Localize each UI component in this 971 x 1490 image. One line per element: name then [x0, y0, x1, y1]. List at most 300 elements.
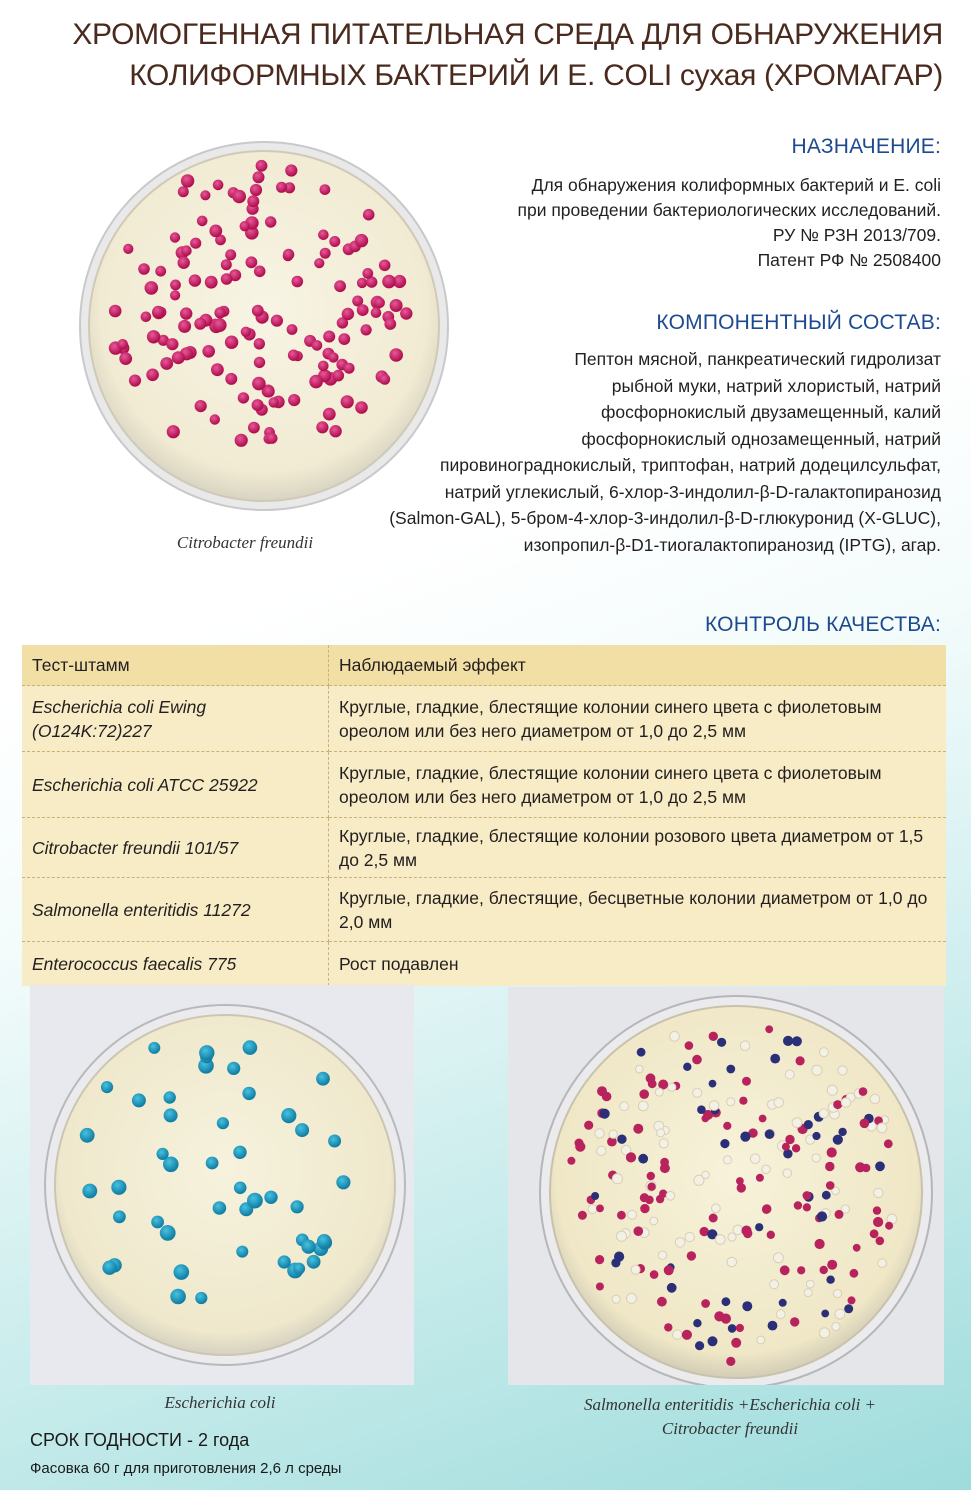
- colony: [301, 1240, 315, 1254]
- colony: [197, 216, 208, 227]
- colony: [675, 1238, 685, 1248]
- colony: [835, 1210, 844, 1219]
- composition-line: фосфорнокислый однозамещенный, натрий: [581, 428, 941, 449]
- colony: [276, 182, 287, 193]
- colony: [600, 1109, 610, 1119]
- colony: [338, 333, 350, 345]
- colony: [307, 1255, 321, 1269]
- colony: [240, 221, 250, 231]
- colony: [341, 395, 354, 408]
- colony: [199, 1045, 214, 1060]
- colony: [723, 1156, 731, 1164]
- colony: [314, 258, 324, 268]
- colony: [379, 260, 391, 272]
- colony: [232, 190, 246, 204]
- composition-text: [389, 346, 941, 558]
- colony: [363, 209, 375, 221]
- colony: [687, 1251, 696, 1260]
- colony: [180, 307, 192, 319]
- colony: [812, 1065, 822, 1075]
- colony: [233, 1146, 246, 1159]
- colony: [773, 1253, 783, 1263]
- colony: [213, 1201, 227, 1215]
- colony: [850, 1269, 859, 1278]
- purpose-line: РУ № РЗН 2013/709.: [772, 225, 941, 245]
- colony: [740, 1132, 750, 1142]
- purpose-heading: НАЗНАЧЕНИЕ:: [791, 135, 941, 158]
- colony: [236, 1246, 248, 1258]
- colony: [271, 315, 283, 327]
- colony: [316, 421, 328, 433]
- colony: [870, 1229, 879, 1238]
- composition-line: Пептон мясной, панкреатический гидролизат: [574, 349, 941, 369]
- colony: [263, 386, 275, 398]
- colony: [683, 1063, 691, 1071]
- colony: [776, 1310, 785, 1319]
- composition-heading: КОМПОНЕНТНЫЙ СОСТАВ:: [656, 311, 941, 334]
- colony: [288, 394, 300, 406]
- colony: [838, 1066, 847, 1075]
- colony: [117, 339, 128, 350]
- colony: [129, 375, 141, 387]
- colony: [767, 1231, 775, 1239]
- colony: [266, 433, 277, 444]
- colony: [815, 1239, 825, 1249]
- colony: [200, 190, 210, 200]
- purpose-text: [517, 173, 941, 273]
- colony: [113, 1210, 126, 1223]
- colony: [371, 307, 382, 318]
- colony: [709, 1101, 719, 1111]
- colony: [160, 357, 173, 370]
- colony: [170, 280, 181, 291]
- colony: [252, 399, 264, 411]
- colony: [247, 195, 259, 207]
- colony: [384, 318, 396, 330]
- colony: [278, 1255, 291, 1268]
- colony: [638, 1101, 648, 1111]
- colony: [221, 273, 233, 285]
- colony: [101, 1081, 113, 1093]
- colony: [848, 1296, 856, 1304]
- colony: [616, 1231, 626, 1241]
- colony: [779, 1299, 787, 1307]
- colony: [225, 336, 238, 349]
- colony: [247, 1193, 263, 1209]
- colony: [612, 1295, 620, 1303]
- colony: [785, 1070, 794, 1079]
- composition-line: фосфорнокислый двузамещенный, калий: [600, 402, 941, 422]
- colony: [225, 249, 236, 260]
- colony: [780, 1265, 790, 1275]
- quality-heading: КОНТРОЛЬ КАЧЕСТВА:: [704, 613, 941, 636]
- column-header-strain: Тест-штамм: [22, 645, 329, 686]
- colony: [844, 1304, 853, 1313]
- colony: [291, 1200, 304, 1213]
- colony: [170, 232, 180, 242]
- colony: [617, 1211, 626, 1220]
- colony: [221, 259, 232, 270]
- colony: [668, 1083, 676, 1091]
- colony: [210, 414, 220, 424]
- colony: [292, 276, 304, 288]
- colony: [225, 373, 237, 385]
- colony: [650, 1217, 658, 1225]
- colony: [238, 392, 249, 403]
- colony: [235, 434, 248, 447]
- colony: [803, 1203, 811, 1211]
- colony: [637, 1048, 646, 1057]
- colony: [873, 1206, 881, 1214]
- caption-left-plate: Escherichia coli: [164, 1393, 276, 1412]
- colony: [819, 1048, 828, 1057]
- effect-cell: Круглые, гладкие, блестящие колонии розового цвета диаметром от 1,5 до 2,5 мм: [329, 818, 947, 878]
- colony: [400, 307, 412, 319]
- colony: [357, 278, 367, 288]
- colony: [731, 1338, 741, 1348]
- colony: [584, 1121, 593, 1130]
- colony: [181, 245, 192, 256]
- colony: [374, 297, 385, 308]
- colony: [878, 1259, 887, 1268]
- colony: [390, 299, 403, 312]
- colony: [250, 184, 262, 196]
- colony: [755, 1223, 763, 1231]
- colony: [640, 1204, 649, 1213]
- colony: [194, 318, 206, 330]
- colony: [167, 425, 180, 438]
- colony: [639, 1089, 649, 1099]
- colony: [631, 1265, 640, 1274]
- colony: [596, 1205, 604, 1213]
- colony: [243, 1040, 258, 1055]
- effect-cell: Круглые, гладкие, блестящие колонии синего цвета с фиолетовым ореолом или без него диаметром от 1,0 до 2,5 мм: [329, 752, 947, 818]
- colony: [329, 425, 341, 437]
- colony: [141, 312, 152, 323]
- colony: [382, 275, 396, 289]
- colony: [841, 1098, 850, 1107]
- table-row: [22, 752, 946, 818]
- colony: [152, 306, 164, 318]
- caption-right-plate: [520, 1393, 940, 1441]
- colony: [817, 1211, 827, 1221]
- colony: [682, 1330, 692, 1340]
- colony: [157, 1148, 169, 1160]
- colony: [838, 1128, 846, 1136]
- colony: [323, 331, 335, 343]
- colony: [797, 1266, 805, 1274]
- colony: [146, 369, 159, 382]
- colony: [717, 1038, 726, 1047]
- colony: [770, 1280, 779, 1289]
- colony: [620, 1102, 629, 1111]
- colony: [597, 1146, 606, 1155]
- colony: [726, 1065, 735, 1074]
- colony: [328, 1135, 341, 1148]
- colony: [819, 1109, 828, 1118]
- colony: [254, 357, 265, 368]
- colony: [728, 1324, 737, 1333]
- colony: [355, 234, 368, 247]
- strain-cell: Enterococcus faecalis 775: [22, 942, 329, 986]
- composition-line: пировинограднокислый, триптофан, натрий додецилсульфат,: [440, 455, 941, 475]
- colony: [288, 350, 299, 361]
- colony: [739, 1097, 747, 1105]
- purpose-line: при проведении бактериологических исследований.: [517, 200, 941, 220]
- colony: [227, 1062, 240, 1075]
- colony: [664, 1265, 674, 1275]
- colony: [667, 1283, 677, 1293]
- colony: [870, 1094, 879, 1103]
- colony: [119, 352, 132, 365]
- colony: [695, 1341, 704, 1350]
- colony: [357, 304, 369, 316]
- colony: [309, 375, 323, 389]
- colony: [123, 244, 133, 254]
- colony: [874, 1188, 883, 1197]
- colony: [783, 1036, 793, 1046]
- caption-right-line-1: Salmonella enteritidis +Escherichia coli +: [583, 1395, 877, 1414]
- strain-cell: Salmonella enteritidis 11272: [22, 878, 329, 942]
- purpose-line: Патент РФ № 2508400: [757, 250, 941, 270]
- colony: [164, 1091, 176, 1103]
- colony: [859, 1087, 868, 1096]
- colony: [355, 401, 368, 414]
- colony: [269, 397, 279, 407]
- colony: [595, 1255, 604, 1264]
- colony: [750, 1154, 760, 1164]
- colony: [659, 1139, 668, 1148]
- colony: [833, 1100, 842, 1109]
- colony: [709, 1080, 717, 1088]
- colony: [715, 1235, 725, 1245]
- colony: [82, 1184, 97, 1199]
- colony: [318, 230, 329, 241]
- colony: [822, 1191, 831, 1200]
- colony: [884, 1139, 893, 1148]
- colony: [701, 1299, 710, 1308]
- colony: [264, 1191, 277, 1204]
- colony: [783, 1149, 792, 1158]
- colony: [248, 422, 260, 434]
- colony: [205, 276, 218, 289]
- colony: [742, 1077, 751, 1086]
- colony: [209, 225, 222, 238]
- page-title: [0, 14, 943, 96]
- colony: [656, 1195, 664, 1203]
- colony: [774, 1098, 784, 1108]
- colony: [726, 1357, 735, 1366]
- colony: [626, 1152, 636, 1162]
- table-row: [22, 942, 946, 986]
- colony: [293, 1263, 305, 1275]
- colony: [702, 1115, 710, 1123]
- colony: [328, 352, 338, 362]
- column-header-effect: Наблюдаемый эффект: [329, 645, 947, 686]
- colony: [782, 1143, 790, 1151]
- colony: [768, 1321, 778, 1331]
- colony: [723, 1122, 731, 1130]
- caption-top-plate: Citrobacter freundii: [176, 533, 314, 552]
- colony: [344, 363, 355, 374]
- colony: [792, 1144, 800, 1152]
- colony: [742, 1301, 752, 1311]
- colony: [693, 1088, 702, 1097]
- colony: [147, 330, 160, 343]
- title-line-1: ХРОМОГЕННАЯ ПИТАТЕЛЬНАЯ СРЕДА ДЛЯ ОБНАРУЖЕНИЯ: [72, 18, 943, 51]
- colony: [333, 370, 345, 382]
- colony: [217, 1117, 229, 1129]
- colony: [329, 236, 340, 247]
- colony: [740, 1041, 750, 1051]
- colony: [647, 1172, 655, 1180]
- colony: [145, 281, 159, 295]
- colony: [741, 1226, 751, 1236]
- photo-mixed-culture: [508, 987, 944, 1385]
- colony: [323, 408, 336, 421]
- colony: [295, 1123, 309, 1137]
- colony: [819, 1328, 829, 1338]
- colony: [253, 171, 265, 183]
- purpose-line: Для обнаружения колиформных бактерий и E. coli: [531, 175, 941, 195]
- colony: [102, 1261, 116, 1275]
- composition-line: (Salmon-GAL), 5-бром-4-хлор-3-индолил-β-D-глюкуронид (X-GLUC),: [389, 508, 941, 528]
- colony: [827, 1147, 837, 1157]
- colony: [591, 1192, 599, 1200]
- colony: [833, 1290, 841, 1298]
- colony: [825, 1162, 834, 1171]
- colony: [334, 280, 346, 292]
- colony: [666, 1192, 675, 1201]
- effect-cell: Рост подавлен: [339, 953, 459, 974]
- colony: [645, 1196, 654, 1205]
- colony: [812, 1132, 820, 1140]
- colony: [759, 1115, 767, 1123]
- colony: [694, 1175, 704, 1185]
- colony: [804, 1120, 813, 1129]
- colony: [109, 305, 122, 318]
- colony: [692, 1055, 702, 1065]
- table-row: [22, 686, 946, 752]
- colony: [214, 307, 225, 318]
- colony: [877, 1123, 887, 1133]
- table-header-row: [22, 645, 946, 686]
- colony: [885, 1222, 893, 1230]
- colony: [757, 1336, 765, 1344]
- colony: [792, 1036, 802, 1046]
- colony: [211, 363, 224, 376]
- colony: [873, 1217, 883, 1227]
- colony: [876, 1237, 885, 1246]
- colony: [762, 1165, 771, 1174]
- composition-line: изопропил-β-D1-тиогалактопиранозид (IPTG), агар.: [523, 534, 941, 555]
- colony: [860, 1119, 870, 1129]
- colony: [673, 1330, 682, 1339]
- colony: [792, 1118, 802, 1128]
- colony: [709, 1032, 718, 1041]
- colony: [178, 186, 189, 197]
- colony: [213, 318, 227, 332]
- colony: [612, 1174, 622, 1184]
- colony: [241, 327, 251, 337]
- colony: [804, 1289, 812, 1297]
- colony: [254, 338, 265, 349]
- colony: [647, 1183, 655, 1191]
- colony: [174, 1264, 190, 1280]
- colony: [765, 1025, 773, 1033]
- colony: [670, 1031, 680, 1041]
- colony: [148, 1042, 160, 1054]
- colony: [648, 1079, 657, 1088]
- colony: [812, 1154, 820, 1162]
- colony: [770, 1054, 780, 1064]
- colony: [821, 1310, 829, 1318]
- colony: [617, 1135, 626, 1144]
- colony: [246, 256, 258, 268]
- colony: [256, 160, 268, 172]
- colony: [685, 1041, 694, 1050]
- effect-cell: Круглые, гладкие, блестящие колонии синего цвета с фиолетовым ореолом или без него диаметром от 1,0 до 2,5 мм: [329, 686, 947, 752]
- colony: [202, 345, 215, 358]
- colony: [170, 1289, 186, 1305]
- colony: [765, 1129, 775, 1139]
- table-row: [22, 878, 946, 942]
- colony: [80, 1128, 95, 1143]
- strain-cell: Escherichia coli Ewing (O124K:72)227: [22, 686, 329, 752]
- colony: [361, 324, 372, 335]
- colony: [693, 1319, 701, 1327]
- colony: [320, 248, 331, 259]
- colony: [657, 1129, 665, 1137]
- colony: [178, 320, 191, 333]
- composition-line: натрий углекислый, 6-хлор-3-индолил-β-D-галактопиранозид: [444, 481, 941, 502]
- colony: [283, 249, 294, 260]
- colony: [796, 1056, 805, 1065]
- colony: [737, 1183, 746, 1192]
- composition-line: рыбной муки, натрий хлористый, натрий: [611, 375, 941, 396]
- colony: [827, 1085, 837, 1095]
- colony: [317, 1234, 332, 1249]
- colony: [195, 1292, 207, 1304]
- colony: [712, 1204, 721, 1213]
- colony: [728, 1233, 736, 1241]
- packing-info: Фасовка 60 г для приготовления 2,6 л среды: [30, 1460, 342, 1477]
- colony: [312, 340, 323, 351]
- title-line-2: КОЛИФОРМНЫХ БАКТЕРИЙ И Е. COLI сухая (ХРОМАГАР): [129, 59, 943, 92]
- colony: [181, 174, 194, 187]
- colony: [685, 1232, 694, 1241]
- colony: [855, 1162, 865, 1172]
- colony: [316, 1072, 330, 1086]
- strain-cell: Escherichia coli ATCC 25922: [22, 752, 329, 818]
- colony: [318, 361, 329, 372]
- colony: [636, 1065, 644, 1073]
- colony: [342, 308, 354, 320]
- colony: [756, 1174, 764, 1182]
- colony: [806, 1280, 814, 1288]
- colony: [362, 268, 373, 279]
- photo-escherichia-coli: [30, 985, 414, 1385]
- colony: [575, 1139, 584, 1148]
- colony: [709, 1214, 718, 1223]
- colony: [578, 1211, 587, 1220]
- colony: [172, 351, 185, 364]
- colony: [634, 1226, 644, 1236]
- colony: [151, 1216, 164, 1229]
- colony: [234, 1182, 247, 1195]
- caption-right-line-2: Citrobacter freundii: [661, 1419, 799, 1438]
- colony: [803, 1191, 812, 1200]
